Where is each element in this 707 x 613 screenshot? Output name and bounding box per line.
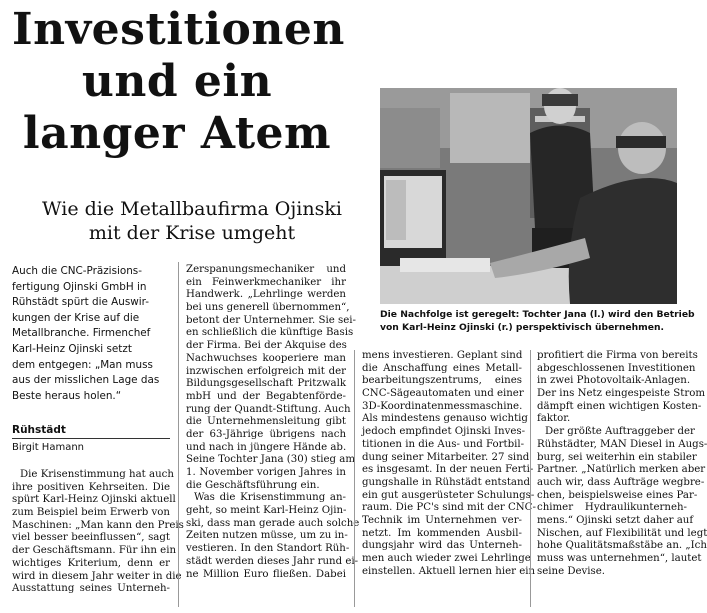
subheadline: [12, 197, 372, 245]
column-line: Bildungsgesellschaft Pritzwalk: [186, 378, 346, 390]
column-line: einstellen. Aktuell lernen hier ein: [362, 565, 536, 577]
headline-line-3: langer Atem: [22, 108, 332, 159]
column-line: wird in diesem Jahr weiter in die: [12, 570, 182, 582]
column-line: mens investieren. Geplant sind: [362, 350, 523, 361]
column-line: netzt. Im kommenden Ausbil-: [362, 527, 522, 539]
column-line: zum Beispiel beim Erwerb von: [12, 507, 170, 519]
column-line: ein Feinwerkmechaniker ihr: [186, 276, 346, 288]
dateline: Rühstädt: [12, 424, 170, 439]
column-line: der Firma. Bei der Akquise des: [186, 340, 347, 352]
column-line: Zeiten nutzen müsse, um zu in-: [186, 530, 348, 542]
column-line: raum. Die PC's sind mit der CNC-: [362, 502, 536, 514]
column-line: Nachwuchses kooperiere man: [186, 352, 346, 364]
column-divider: [530, 350, 531, 607]
column-line: Partner. „Natürlich merken aber: [537, 464, 706, 476]
column-line: Handwerk. „Lehrlinge werden: [186, 289, 346, 301]
column-line: seine Devise.: [537, 565, 606, 577]
column-line: ihre positiven Kehrseiten. Die: [12, 481, 170, 493]
column-line: Zerspanungsmechaniker und: [186, 264, 346, 275]
column-line: ein gut ausgerüsteter Schulungs-: [362, 489, 535, 501]
column-line: profitiert die Firma von bereits: [537, 350, 698, 361]
column-line: ski, dass man gerade auch solche: [186, 517, 360, 529]
column-line: der 63-Jährige übrigens nach: [186, 428, 346, 440]
column-line: betont der Unternehmer. Sie sei-: [186, 314, 356, 326]
column-line: 1. November vorigen Jahres in: [186, 467, 346, 478]
column-line: jedoch empfindet Ojinski Inves-: [362, 426, 526, 438]
column-line: hohe Qualitätsmaßstäbe an. „Ich: [537, 540, 707, 552]
headline-line-2: und ein: [81, 56, 273, 107]
lead-line: dem entgegen: „Man muss: [12, 358, 153, 371]
column-line: Ausstattung seines Unterneh-: [12, 583, 170, 595]
column-line: auch wir, dass Aufträge wegbre-: [537, 476, 705, 488]
column-line: titionen in die Aus- und Fortbil-: [362, 438, 525, 450]
column-line: en schließlich die künftige Basis: [186, 327, 354, 339]
column-line: mbH und der Begabtenförde-: [186, 390, 346, 402]
headline-line-1: Investitionen: [12, 4, 345, 55]
column-line: dämpft einen wichtigen Kosten-: [537, 400, 702, 412]
column-line: die Anschaffung eines Metall-: [362, 362, 522, 374]
column-line: chen, beispielsweise eines Par-: [537, 489, 698, 501]
column-line: muss was unternehmen“, lautet: [537, 553, 702, 564]
column-line: geht, so meint Karl-Heinz Ojin-: [186, 505, 347, 517]
photo-caption-line-2: von Karl-Heinz Ojinski (r.) perspektivisch übernehmen.: [380, 322, 664, 333]
lead-line: Rühstädt spürt die Auswir-: [12, 296, 150, 309]
column-line: 3D-Koordinatenmessmaschine.: [362, 400, 523, 412]
column-line: vestieren. In den Standort Rüh-: [186, 543, 350, 555]
column-line: der Geschäftsmann. Für ihn ein: [12, 545, 177, 557]
column-line: chimer Hydraulikunterneh-: [537, 502, 687, 514]
column-line: dungsjahr wird das Unterneh-: [362, 540, 522, 552]
column-line: gungshalle in Rühstädt entstand: [362, 476, 531, 488]
column-line: bearbeitungszentrums, eines: [362, 375, 522, 387]
photo-caption: [380, 308, 695, 334]
column-line: Rühstädter, MAN Diesel in Augs-: [537, 438, 707, 450]
article-column-2: [186, 264, 360, 581]
author-byline: Birgit Hamann: [12, 442, 84, 453]
lead-line: Auch die CNC-Präzisions-: [12, 265, 142, 277]
subheadline-line-1: Wie die Metallbaufirma Ojinski: [42, 198, 342, 220]
column-line: inzwischen erfolgreich mit der: [186, 365, 346, 377]
column-line: Maschinen: „Man kann den Preis: [12, 519, 184, 531]
column-divider: [178, 262, 179, 607]
article-column-4: [537, 350, 707, 578]
lead-line: Metallbranche. Firmenchef: [12, 327, 151, 340]
column-line: spürt Karl-Heinz Ojinski aktuell: [12, 494, 176, 506]
column-line: die Unternehmensleitung gibt: [186, 416, 346, 428]
column-line: mens.“ Ojinski setzt daher auf: [537, 514, 694, 526]
column-line: Als mindestens genauso wichtig: [362, 413, 528, 425]
column-line: die Geschäftsführung ein.: [186, 479, 320, 491]
lead-line: kungen der Krise auf die: [12, 311, 140, 324]
column-line: Technik im Unternehmen ver-: [362, 514, 522, 526]
subheadline-line-2: mit der Krise umgeht: [88, 222, 296, 244]
column-line: Nischen, auf Flexibilität und legt: [537, 527, 707, 539]
column-line: in zwei Photovoltaik-Anlagen.: [537, 375, 691, 387]
article-column-1: [12, 469, 184, 596]
column-line: wichtiges Kriterium, denn er: [12, 557, 170, 569]
column-line: dung seiner Mitarbeiter. 27 sind: [362, 451, 530, 463]
column-line: Seine Tochter Jana (30) stieg am: [186, 454, 356, 466]
column-line: Der größte Auftraggeber der: [545, 426, 695, 438]
column-line: bei uns generell übernommen“,: [186, 302, 350, 314]
column-line: städt werden dieses Jahr rund ei-: [186, 555, 359, 567]
column-line: viel besser beeinflussen“, sagt: [12, 532, 170, 544]
column-line: Der ins Netz eingespeiste Strom: [537, 388, 705, 400]
column-line: Die Krisenstimmung hat auch: [20, 469, 174, 480]
column-line: Was die Krisenstimmung an-: [194, 492, 346, 504]
column-line: faktor.: [537, 413, 571, 425]
lead-line: fertigung Ojinski GmbH in: [12, 280, 147, 293]
lead-paragraph: [12, 264, 170, 404]
column-line: burg, sei weiterhin ein stabiler: [537, 451, 697, 463]
column-line: CNC-Sägeautomaten und einer: [362, 388, 524, 400]
column-line: und nach in jüngere Hände ab.: [186, 441, 347, 453]
lead-line: Beste heraus holen.“: [12, 389, 122, 402]
photo-caption-line-1: Die Nachfolge ist geregelt: Tochter Jana (l.) wird den Betrieb: [380, 309, 695, 320]
article-photo: [380, 88, 677, 304]
column-line: abgeschlossenen Investitionen: [537, 362, 696, 374]
column-line: es insgesamt. In der neuen Ferti-: [362, 464, 534, 476]
lead-line: Karl-Heinz Ojinski setzt: [12, 342, 132, 355]
headline: [12, 4, 345, 160]
workshop-photo-illustration: [380, 88, 677, 304]
column-divider: [354, 350, 355, 607]
article-column-3: [362, 350, 536, 578]
column-line: rung der Quandt-Stiftung. Auch: [186, 403, 351, 415]
column-line: ne Million Euro fließen. Dabei: [186, 568, 346, 580]
column-line: men auch wieder zwei Lehrlinge: [362, 553, 531, 564]
lead-line: aus der misslichen Lage das: [12, 374, 160, 387]
